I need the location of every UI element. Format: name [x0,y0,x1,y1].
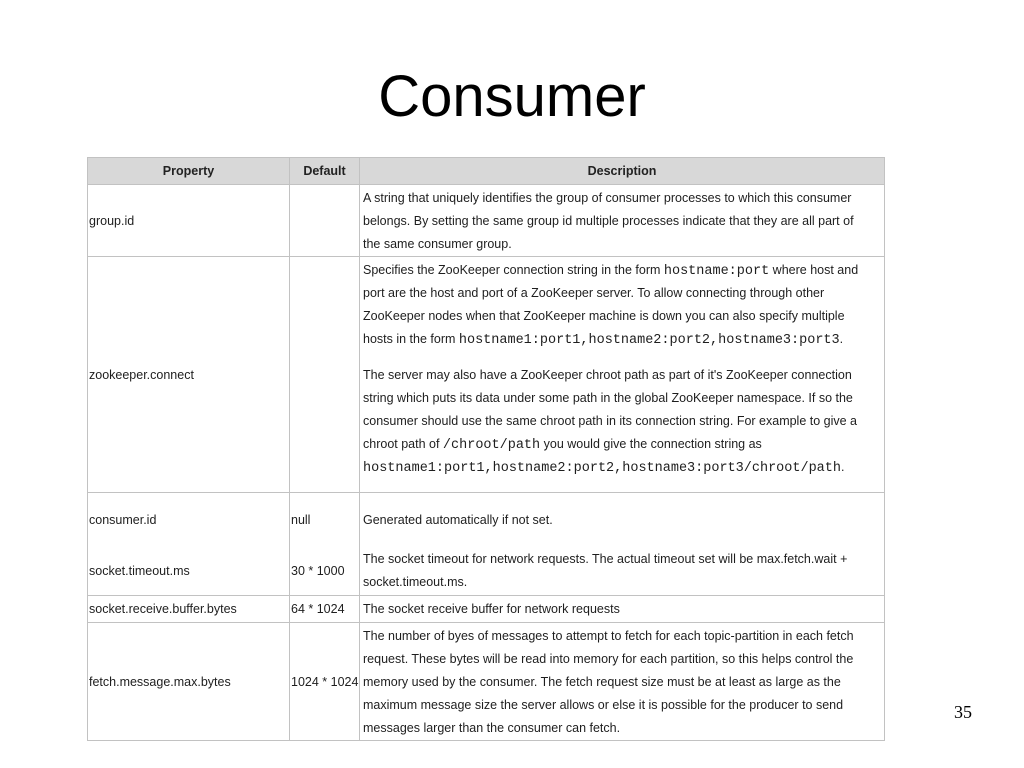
code-text: /chroot/path [442,438,541,453]
description-text: the same consumer group. [363,237,512,251]
description-line [363,305,881,328]
description-line [363,717,881,740]
description-text: ZooKeeper nodes when that ZooKeeper machine is down you can also specify multiple [363,309,845,323]
description-line [363,210,881,233]
description-text: Generated automatically if not set. [363,512,553,527]
description-line [363,648,881,671]
description-text: chroot path of [363,437,443,451]
header-default: Default [290,158,360,184]
description-paragraph [363,625,881,740]
default-cell [290,596,360,622]
description-line [363,259,881,282]
description-text: belongs. By setting the same group id multiple processes indicate that they are all part of [363,214,854,228]
description-text: A string that uniquely identifies the group of consumer processes to which this consumer [363,191,852,205]
description-text: string which puts its data under some path in the global ZooKeeper namespace. If so the [363,391,853,405]
description-text: socket.timeout.ms. [363,575,468,589]
description-cell [360,493,884,547]
header-description: Description [587,164,657,178]
description-line [363,548,881,571]
default-cell [290,623,360,740]
page-number: 35 [954,702,972,722]
table-row [88,493,884,547]
property-cell [88,257,290,492]
description-text: hosts in the form [363,332,459,346]
header-property: Property [88,158,290,184]
table-row [88,623,884,741]
description-text: Specifies the ZooKeeper connection string in the form [363,263,664,277]
description-text: maximum message size the server allows or else it is possible for the producer to send [363,698,844,712]
description-line [363,433,881,456]
description-line [363,571,881,594]
slide-title: Consumer [378,64,646,129]
description-text: request. These bytes will be read into memory for each partition, so this helps control the [363,652,854,666]
code-text: hostname:port [663,264,770,279]
property-name: socket.receive.buffer.bytes [89,602,237,616]
table-row [88,185,884,257]
description-line [363,387,881,410]
description-text: The server may also have a ZooKeeper chroot path as part of it's ZooKeeper connection [363,368,852,382]
description-text: . [840,460,845,474]
property-cell [88,596,290,622]
description-paragraph [363,509,881,532]
property-name: zookeeper.connect [89,367,194,382]
description-line [363,671,881,694]
table-row [88,547,884,596]
description-text: The number of byes of messages to attempt to fetch for each topic-partition in each fetch [363,629,854,643]
description-line [363,233,881,256]
property-cell [88,623,290,740]
table-row [88,257,884,493]
description-text: memory used by the consumer. The fetch request size must be at least as large as the [363,675,841,689]
consumer-properties-table [87,157,885,741]
description-line [363,282,881,305]
description-line [363,364,881,387]
property-name: group.id [89,213,135,228]
description-paragraph [363,364,881,479]
description-line [363,410,881,433]
description-line [363,509,881,532]
description-paragraph [363,598,881,621]
default-value: 1024 * 1024 [291,674,359,689]
description-text: you would give the connection string as [540,437,762,451]
default-cell [290,185,360,256]
property-name: fetch.message.max.bytes [89,674,231,689]
description-text: port are the host and port of a ZooKeeper server. To allow connecting through other [363,286,825,300]
table-header-row [88,158,884,185]
description-paragraph [363,187,881,256]
description-line [363,598,881,621]
description-line [363,187,881,210]
description-cell [360,596,884,622]
description-line [363,456,881,479]
description-text: consumer should use the same chroot path in its connection string. For example to give a [363,414,858,428]
default-value: 64 * 1024 [291,602,345,616]
description-cell [360,185,884,256]
description-line [363,694,881,717]
description-text: messages larger than the consumer can fetch. [363,721,621,735]
property-name: consumer.id [89,513,157,527]
code-text: hostname1:port1,hostname2:port2,hostname3:port3 [458,333,840,348]
table-row [88,596,884,623]
description-text: The socket timeout for network requests. The actual timeout set will be max.fetch.wait + [363,552,848,566]
property-name: socket.timeout.ms [89,564,190,578]
description-cell [360,547,884,595]
default-cell [290,257,360,492]
property-cell [88,547,290,595]
description-cell [360,257,884,492]
property-cell [88,493,290,547]
code-text: hostname1:port1,hostname2:port2,hostname3:port3/chroot/path [363,461,841,476]
default-cell [290,547,360,595]
description-text: where host and [769,263,859,277]
description-paragraph [363,259,881,351]
description-text: The socket receive buffer for network requests [363,601,620,616]
property-cell [88,185,290,256]
default-value: 30 * 1000 [291,564,345,578]
default-value: null [291,513,311,527]
default-cell [290,493,360,547]
description-cell [360,623,884,740]
description-line [363,625,881,648]
description-text: . [839,332,844,346]
description-line [363,328,881,351]
description-paragraph [363,548,881,594]
